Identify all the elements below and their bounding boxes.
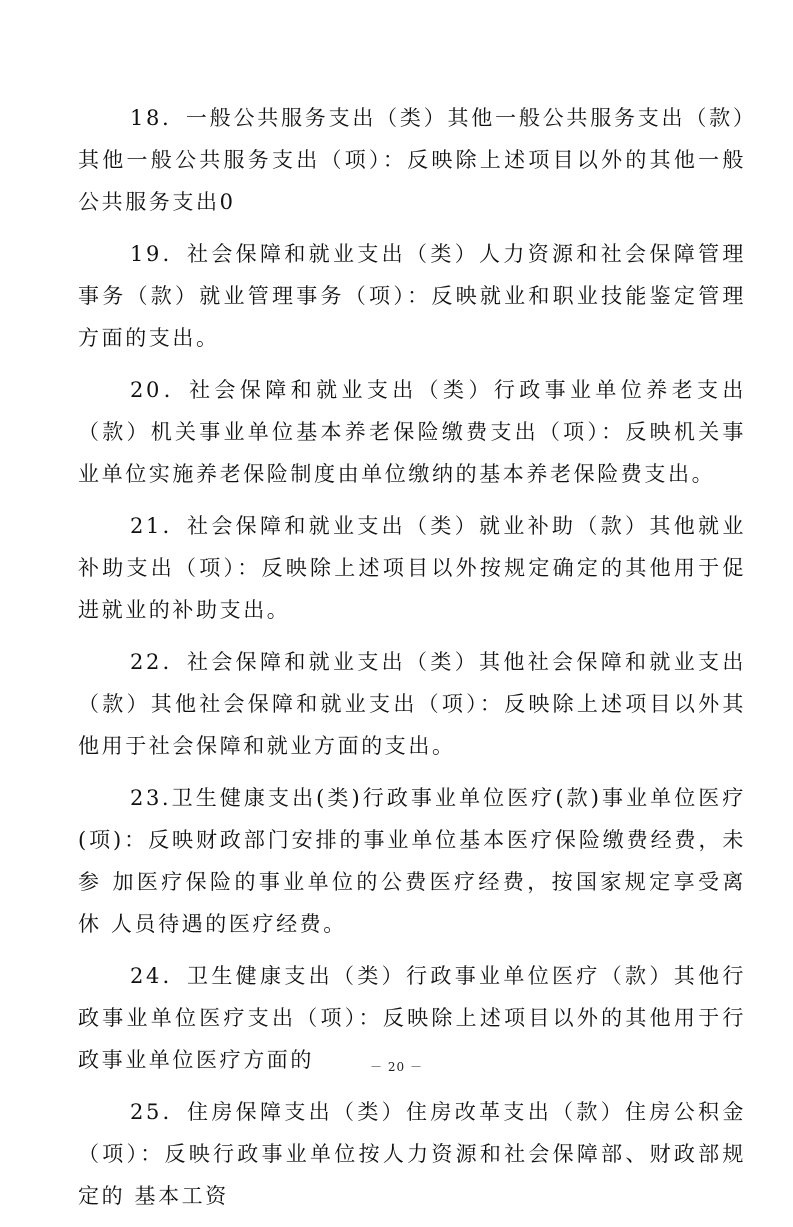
paragraph-24: 24．卫生健康支出（类）行政事业单位医疗（款）其他行政事业单位医疗支出（项）：反映除上述项目以外的其他用于行政事业单位医疗方面的 — [78, 964, 746, 1072]
paragraph-23: 23.卫生健康支出(类)行政事业单位医疗(款)事业单位医疗(项)：反映财政部门安排的事业单位基本医疗保险缴费经费，未参 加医疗保险的事业单位的公费医疗经费，按国家规定享受离休 人员待遇的医疗经费。 — [78, 786, 746, 936]
paragraph-20: 20．社会保障和就业支出（类）行政事业单位养老支出（款）机关事业单位基本养老保险缴费支出（项）：反映机关事业单位实施养老保险制度由单位缴纳的基本养老保险费支出。 — [78, 378, 746, 486]
paragraph-22: 22．社会保障和就业支出（类）其他社会保障和就业支出（款）其他社会保障和就业支出（项）：反映除上述项目以外其他用于社会保障和就业方面的支出。 — [78, 650, 746, 758]
page-number: － 20 － — [370, 1060, 423, 1074]
paragraph-21: 21．社会保障和就业支出（类）就业补助（款）其他就业补助支出（项）：反映除上述项目以外按规定确定的其他用于促进就业的补助支出。 — [78, 514, 746, 622]
paragraph-18: 18．一般公共服务支出（类）其他一般公共服务支出（款）其他一般公共服务支出（项）：反映除上述项目以外的其他一般公共服务支出0 — [78, 106, 746, 214]
paragraph-25: 25．住房保障支出（类）住房改革支出（款）住房公积金（项）：反映行政事业单位按人力资源和社会保障部、财政部规定的 基本工资 — [78, 1100, 746, 1208]
paragraph-19: 19．社会保障和就业支出（类）人力资源和社会保障管理事务（款）就业管理事务（项）：反映就业和职业技能鉴定管理方面的支出。 — [78, 242, 746, 350]
